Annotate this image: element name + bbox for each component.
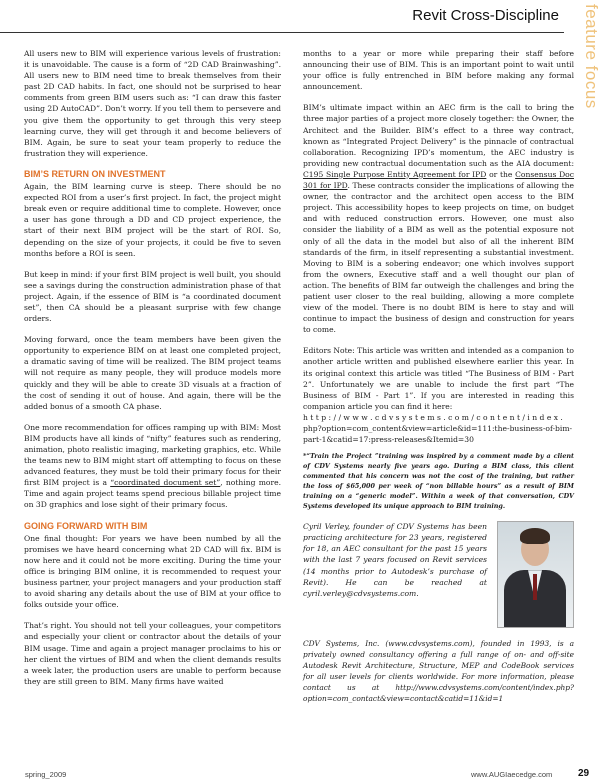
paragraph xyxy=(303,345,574,445)
paragraph xyxy=(303,102,574,335)
paragraph: One final thought: For years we have been numbed by all the promises we have heard concerning what 2D CAD will fix. BIM is now here and it could not be more exciting. During the time your office is bringing BIM online, it is recommended to request your business partner, your project managers and your production staff to avoid sharing any details about the use of BIM at your office to folks outside your office. xyxy=(24,533,281,610)
text-run: One more recommendation for offices ramping up with BIM: Most BIM products have all kinds of “nifty” features such as rendering, animation, photo realistic imaging, marketing graphics, etc. While the teams new to BIM might start off attempting to focus on these advanced features, they must be told their primary focus for their first BIM project is a xyxy=(24,422,281,488)
paragraph: All users new to BIM will experience various levels of frustration: it is unavoidable. The cause is a form of “2D CAD Brainwashing”. All users new to BIM need time to break themselves from their past 2D CAD habits. In fact, one should not be surprised to hear comments from green BIM users such as: “I can draw this faster using 2D AutoCAD”. Don’t worry. If you tell them to persevere and you give them the opportunity to get through this very steep learning curve, they will get through it and become believers of BIM. Again, be sure to seat your team properly to reduce the frustration they will experience. xyxy=(24,49,281,158)
text-run: . These contracts consider the implications of allowing the owner, the contractor and the architect open access to the BIM project. This accessibility hopes to keep projects on time, on budget and with reduced construction errors. However, one must also consider the liability of a BIM as well as the potential exposure not only of all the data in the model but also of all the inherent BIM standards of the firm, in itself representing a substantial investment. Moving to BIM is a sobering endeavor; one which involves support from the owners, Executive staff and a well thought our plan of action. The benefits of BIM far outweigh the challenges and bring the patient user closer to the real building, allowing a more complete view of the model. There is no doubt BIM is here to stay and will continue to impact the business of design and construction for years to come. xyxy=(303,181,575,335)
paragraph: Again, the BIM learning curve is steep. There should be no expected ROI from a user’s first project. In fact, the project might break even or require additional time to complete. However, once a user has gone through a DD and CD project experience, the start of their next BIM project will be the start of ROI. So, depending on the size of your projects, it could be five to seven months before a ROI is seen. xyxy=(24,182,281,258)
text-run: or the xyxy=(486,169,516,179)
paragraph xyxy=(24,422,281,511)
feature-focus-label: feature focus xyxy=(582,4,601,109)
author-bio-text: Cyril Verley, founder of CDV Systems has been practicing architecture for 23 years, registered for 18, an AEC consultant for the past 15 years with the last 7 years focused on Revit services (14 months prior to Autodesk’s purchase of Revit). He can be reached at cyril.verley@cdvsystems.com. xyxy=(303,522,487,598)
right-column xyxy=(303,48,574,704)
editors-note: Editors Note: This article was written and intended as a companion to another article written and published elsewhere earlier this year. In its original context this article was titled “The Business of BIM - Part 2”. Unfortunately we are unable to include the first part “The Business of BIM - Part 1”. If you are interested in reading this companion article you can find it here: xyxy=(303,346,574,411)
consensus-doc-link[interactable]: Consensus Doc 301 for IPD xyxy=(303,169,574,191)
website-link[interactable]: www.AUGIaecedge.com xyxy=(471,770,553,779)
training-footnote: *“Train the Project ”training was inspired by a comment made by a client of CDV Systems nearly five years ago. During a BIM class, this client commented that his concern was not the cost of the training, but rather the loss of $65,000 per week of “non billable hours” as a result of BIM training on a “generic model”. Within a week of that conversation, CDV Systems developed its unique approach to BIM training. xyxy=(303,452,574,511)
issue-label: spring_2009 xyxy=(25,770,67,779)
coordinated-document-set-link[interactable]: “coordinated document set” xyxy=(110,478,221,488)
section-heading: BIM’S RETURN ON INVESTMENT xyxy=(24,168,166,179)
page-footer xyxy=(0,768,603,783)
author-photo xyxy=(497,521,574,628)
text-run: , nothing more. Time and again project teams spend precious billable project time on 3D graphics and lose sight of their primary focus. xyxy=(24,478,282,510)
page-number: 29 xyxy=(578,768,590,779)
section-heading: GOING FORWARD WITH BIM xyxy=(24,520,148,531)
paragraph: But keep in mind: if your first BIM project is well built, you should see a savings during the construction administration phase of that project. Again, if the essence of BIM is “a coordinated document set”, then CA should be a pleasant surprise with few change orders. xyxy=(24,269,281,324)
section-title: Revit Cross-Discipline xyxy=(412,7,559,24)
c195-agreement-link[interactable]: C195 Single Purpose Entity Agreement for IPD xyxy=(303,169,487,179)
companion-url-line1[interactable]: h t t p : / / w w w . c d v s y s t e m s . c o m / c o n t e n t / i n d e x . xyxy=(303,412,563,422)
text-run: BIM’s ultimate impact within an AEC firm is the call to bring the three major parties of a project more closely together: the Owner, the Architect and the Builder. BIM’s effect to a three way contract, known as “Integrated Project Delivery” is the pinnacle of contractual collaboration. Recognizing IPD’s momentum, the AEC industry is providing new contractual documentation such as the AIA document: xyxy=(303,103,574,168)
paragraph: Moving forward, once the team members have been given the opportunity to experience BIM on at least one completed project, a dramatic saving of time will be realized. The BIM project teams will not require as many people, they will produce models more quickly and they will be able to create 3D visuals at a fraction of the cost of sending it out of house. And again, there will be the added bonus of a smooth CA phase. xyxy=(24,335,281,411)
author-bio xyxy=(303,521,574,628)
company-info: CDV Systems, Inc. (www.cdvsystems.com), founded in 1993, is a privately owned consultancy offering a full range of on- and off-site Autodesk Revit Architecture, Structure, MEP and CodeBook services for all user levels for clients worldwide. For more information, please contact us at http://www.cdvsystems.com/content/index.php?option=com_contact&view=contact&catid=11&id=1 xyxy=(303,639,574,704)
paragraph: That’s right. You should not tell your colleagues, your competitors and especially your client or contractor about the details of your BIM usage. Time and again a project manager proclaims to his or her client the virtues of BIM and when the client demands results a week later, the production users are unable to perform because they are still green to BIM. Many firms have waited xyxy=(24,621,281,686)
paragraph: months to a year or more while preparing their staff before announcing their use of BIM. This is an important point to wait until your office is fully entrenched in BIM before making any formal announcement. xyxy=(303,49,574,92)
left-column xyxy=(24,48,281,697)
companion-url-line2[interactable]: php?option=com_content&view=article&id=111:the-business-of-bim-part-1&catid=17:press-releases&Itemid=30 xyxy=(303,424,573,445)
